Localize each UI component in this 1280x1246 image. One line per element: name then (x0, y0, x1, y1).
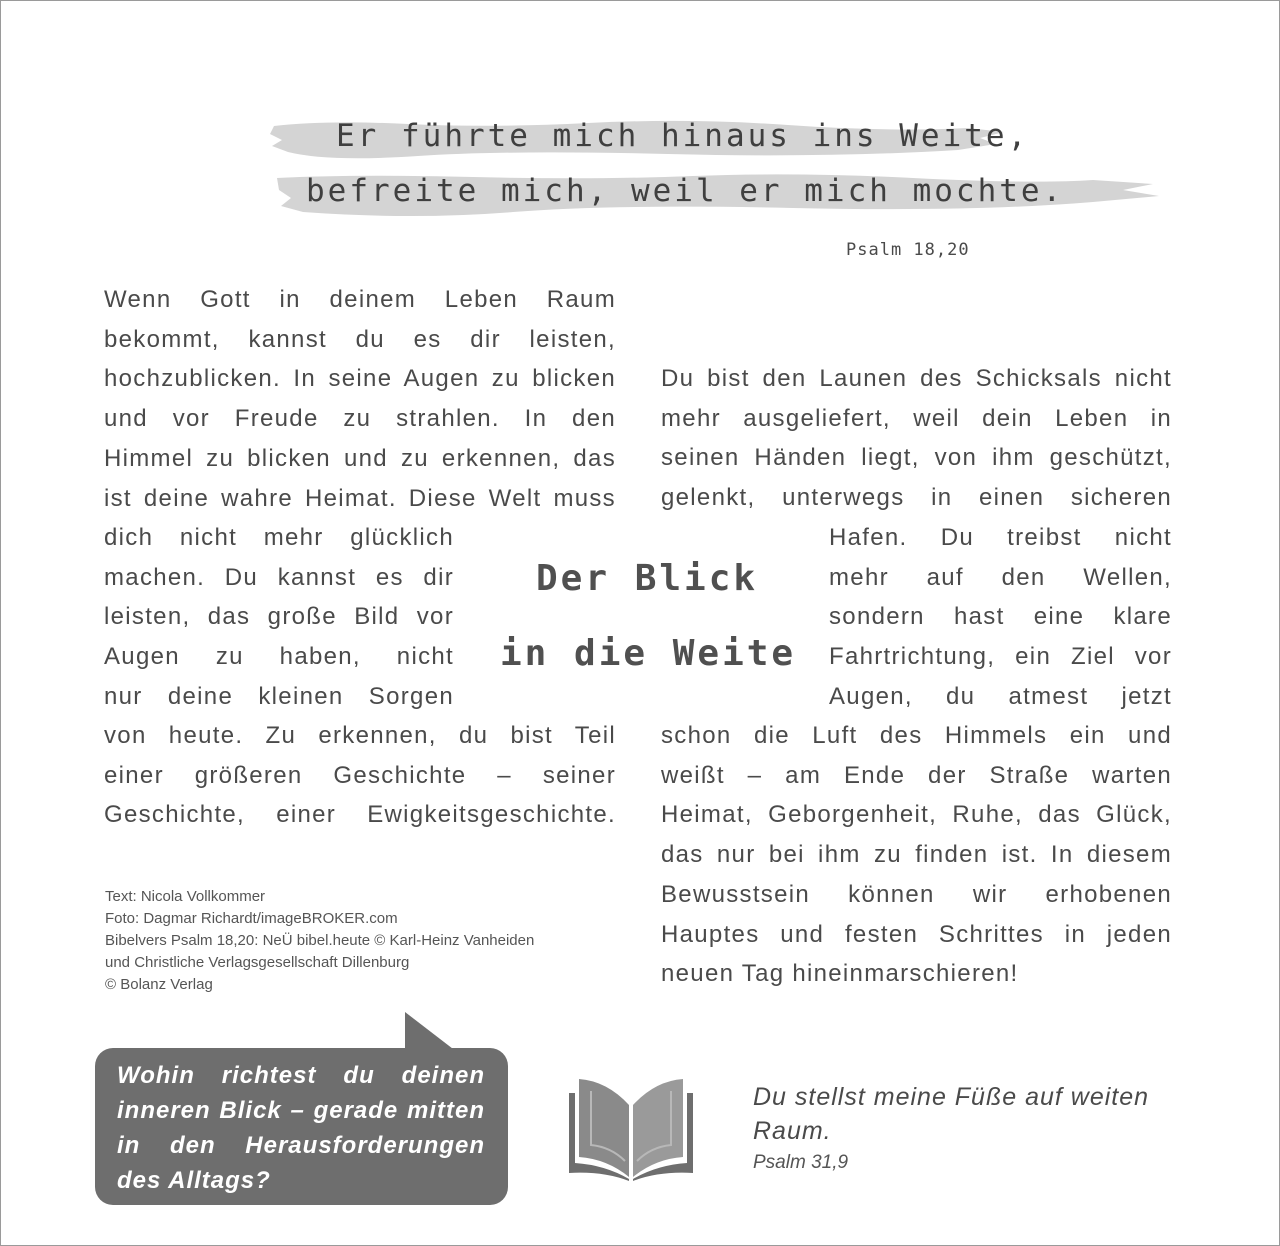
text-line: leisten, das große Bild vor (104, 603, 454, 631)
credit-line: Foto: Dagmar Richardt/imageBROKER.com (105, 910, 398, 927)
text-line: mehr auf den Wellen, (829, 563, 1172, 591)
left-column-bottom (104, 716, 616, 835)
open-book-icon (567, 1075, 695, 1181)
verse-line-1: Er führte mich hinaus ins Weite, (336, 118, 1030, 154)
text-line: neuen Tag hineinmarschieren! (661, 960, 1019, 988)
text-line: Himmel zu blicken und zu erkennen, das (104, 444, 616, 472)
text-line: seinen Händen liegt, von ihm geschützt, (661, 444, 1172, 472)
credits (105, 886, 534, 996)
right-column-top (661, 359, 1172, 518)
verse-reference: Psalm 18,20 (846, 240, 970, 260)
text-line: weißt – am Ende der Straße warten (661, 761, 1172, 789)
text-line: schon die Luft des Himmels ein und (661, 722, 1172, 749)
text-line: Geschichte, einer Ewigkeitsgeschichte. (104, 801, 616, 829)
text-line: hochzublicken. In seine Augen zu blicken (104, 365, 616, 393)
text-line: das nur bei ihm zu finden ist. In diesem (661, 841, 1172, 869)
question-text (117, 1058, 485, 1198)
question-line: des Alltags? (117, 1167, 271, 1194)
question-line: in den Herausforderungen (117, 1132, 485, 1159)
question-line: Wohin richtest du deinen (117, 1062, 485, 1089)
text-line: und vor Freude zu strahlen. In den (104, 405, 616, 433)
text-line: sondern hast eine klare (829, 603, 1172, 631)
title-line-1: Der Blick (536, 558, 759, 599)
text-line: mehr ausgeliefert, weil dein Leben in (661, 404, 1172, 432)
bubble-tail (405, 1012, 465, 1052)
text-line: gelenkt, unterwegs in einen sicheren (661, 484, 1172, 512)
text-line: Bewusstsein können wir erhobenen (661, 880, 1172, 908)
text-line: Heimat, Geborgenheit, Ruhe, das Glück, (661, 801, 1172, 829)
text-line: Fahrtrichtung, ein Ziel vor (829, 643, 1172, 671)
text-line: machen. Du kannst es dir (104, 563, 454, 591)
text-line: dich nicht mehr glücklich (104, 524, 454, 551)
verse-line-2: befreite mich, weil er mich mochte. (306, 173, 1065, 209)
text-line: nur deine kleinen Sorgen (104, 682, 454, 710)
text-line: Du bist den Launen des Schicksals nicht (661, 365, 1172, 392)
text-line: von heute. Zu erkennen, du bist Teil (104, 722, 616, 749)
right-column-narrow (829, 518, 1172, 717)
text-line: Hauptes und festen Schrittes in jeden (661, 920, 1172, 948)
closing-quote (753, 1080, 1193, 1148)
closing-quote-reference: Psalm 31,9 (753, 1152, 849, 1173)
left-column-narrow (104, 518, 454, 717)
text-line: ist deine wahre Heimat. Diese Welt muss (104, 484, 616, 512)
credit-line: und Christliche Verlagsgesellschaft Dillenburg (105, 954, 410, 971)
text-line: einer größeren Geschichte – seiner (104, 761, 616, 789)
text-line: Wenn Gott in deinem Leben Raum (104, 286, 616, 313)
left-column-top (104, 280, 616, 518)
text-line: Augen zu haben, nicht (104, 643, 454, 671)
credit-line: Bibelvers Psalm 18,20: NeÜ bibel.heute © Karl-Heinz Vanheiden (105, 932, 535, 949)
credit-line: © Bolanz Verlag (105, 976, 213, 993)
closing-quote-line-2: Raum. (753, 1117, 832, 1145)
credit-line: Text: Nicola Vollkommer (105, 888, 266, 905)
text-line: bekommt, kannst du es dir leisten, (104, 325, 616, 353)
right-column-bottom (661, 716, 1172, 994)
closing-quote-line-1: Du stellst meine Füße auf weiten (753, 1083, 1150, 1111)
text-line: Hafen. Du treibst nicht (829, 524, 1172, 551)
text-line: Augen, du atmest jetzt (829, 682, 1172, 710)
question-line: inneren Blick – gerade mitten (117, 1097, 485, 1124)
title-line-2: in die Weite (500, 633, 797, 674)
